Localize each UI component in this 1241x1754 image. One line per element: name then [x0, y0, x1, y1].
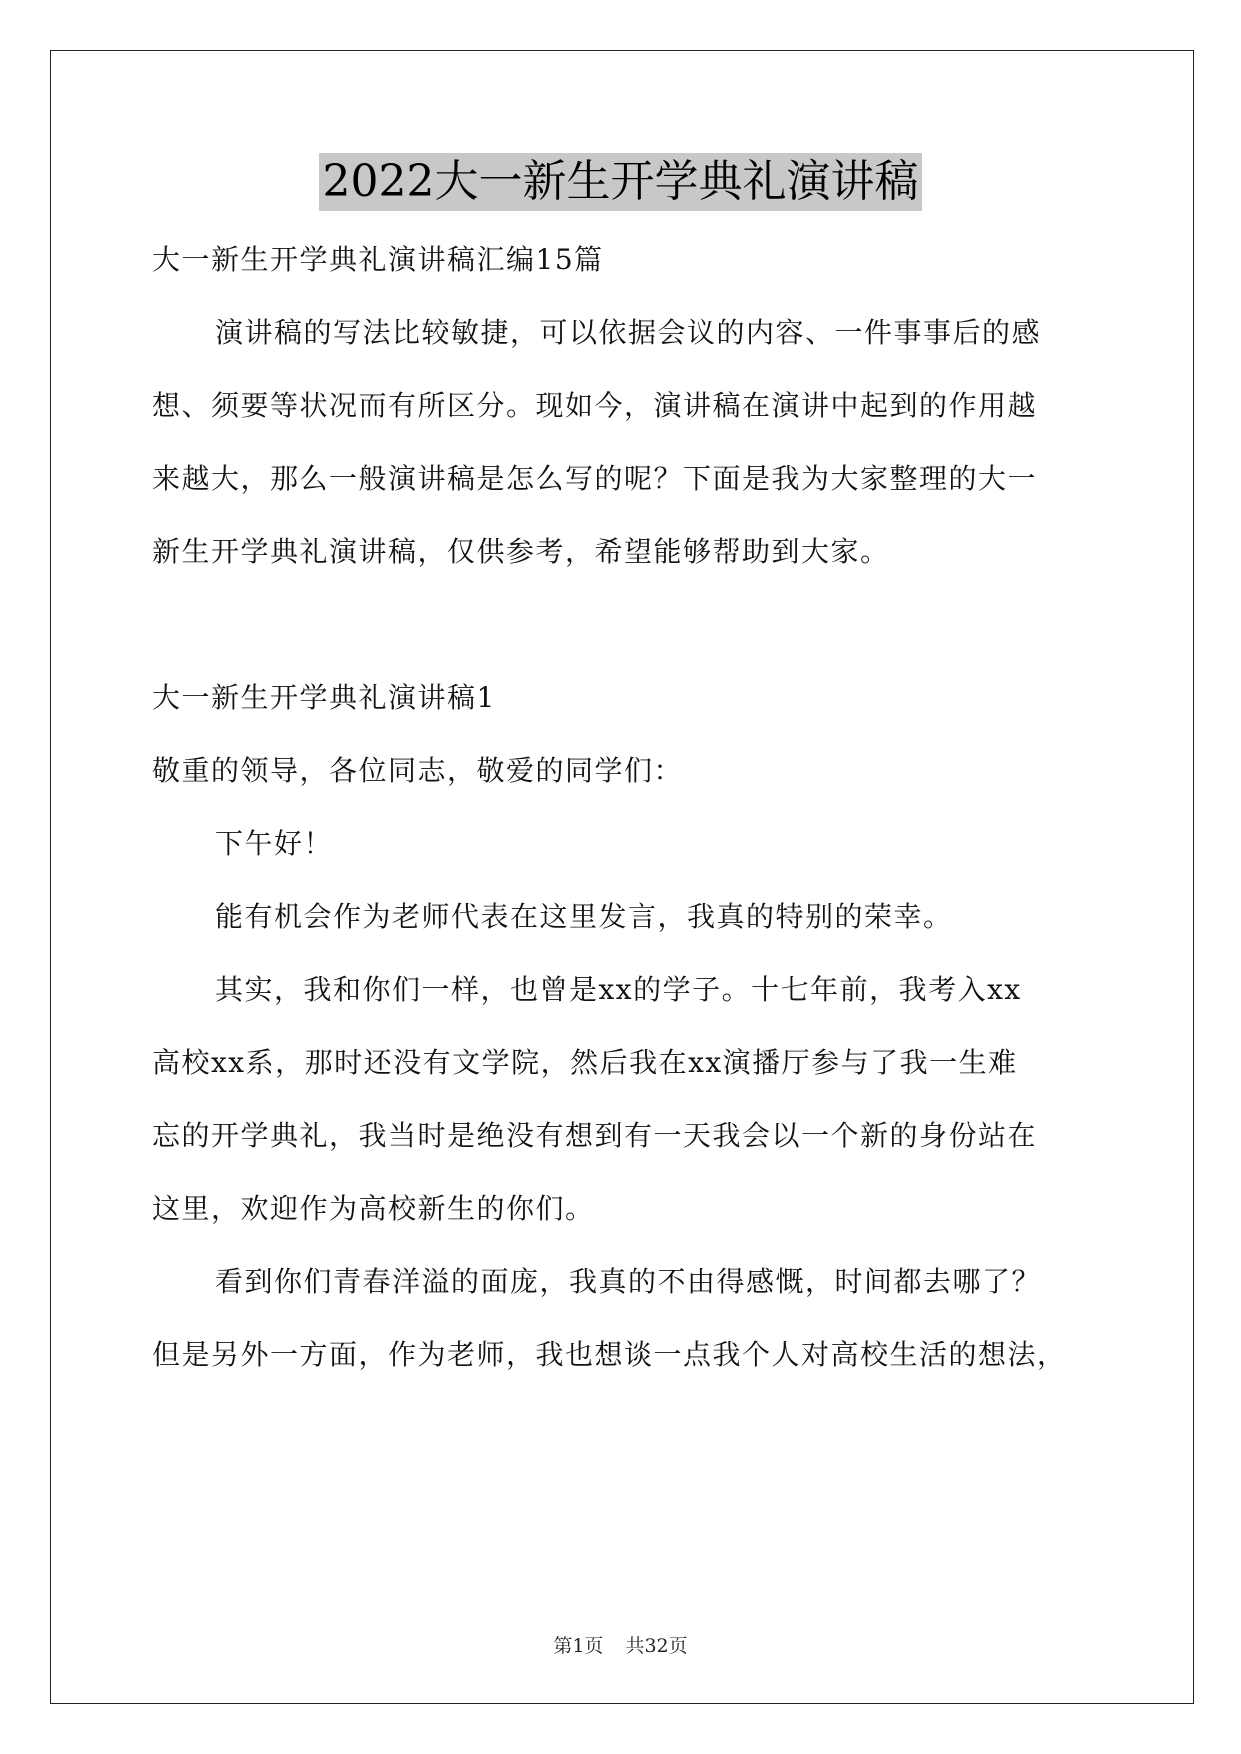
body-line: 忘的开学典礼，我当时是绝没有想到有一天我会以一个新的身份站在 [152, 1119, 1038, 1152]
body-line: 这里，欢迎作为高校新生的你们。 [152, 1192, 595, 1225]
intro-line: 新生开学典礼演讲稿，仅供参考，希望能够帮助到大家。 [152, 535, 890, 568]
page-number: 第1页 [553, 1635, 604, 1657]
section-heading: 大一新生开学典礼演讲稿1 [152, 681, 496, 714]
page-footer [0, 1634, 1241, 1658]
intro-line: 演讲稿的写法比较敏捷，可以依据会议的内容、一件事事后的感 [215, 316, 1042, 349]
page-total: 共32页 [625, 1635, 688, 1657]
document-subtitle: 大一新生开学典礼演讲稿汇编15篇 [152, 243, 604, 276]
page-border [50, 50, 1194, 1704]
intro-line: 想、须要等状况而有所区分。现如今，演讲稿在演讲中起到的作用越 [152, 389, 1038, 422]
title-container [0, 153, 1241, 211]
body-line: 其实，我和你们一样，也曾是xx的学子。十七年前，我考入xx [215, 973, 1022, 1006]
body-line: 看到你们青春洋溢的面庞，我真的不由得感慨，时间都去哪了？ [215, 1265, 1042, 1298]
body-line: 能有机会作为老师代表在这里发言，我真的特别的荣幸。 [215, 900, 953, 933]
intro-line: 来越大，那么一般演讲稿是怎么写的呢？下面是我为大家整理的大一 [152, 462, 1038, 495]
salutation: 敬重的领导，各位同志，敬爱的同学们： [152, 754, 684, 787]
document-title: 2022大一新生开学典礼演讲稿 [319, 153, 923, 211]
greeting: 下午好！ [215, 827, 334, 860]
body-line: 但是另外一方面，作为老师，我也想谈一点我个人对高校生活的想法， [152, 1338, 1067, 1371]
body-line: 高校xx系，那时还没有文学院，然后我在xx演播厅参与了我一生难 [152, 1046, 1018, 1079]
